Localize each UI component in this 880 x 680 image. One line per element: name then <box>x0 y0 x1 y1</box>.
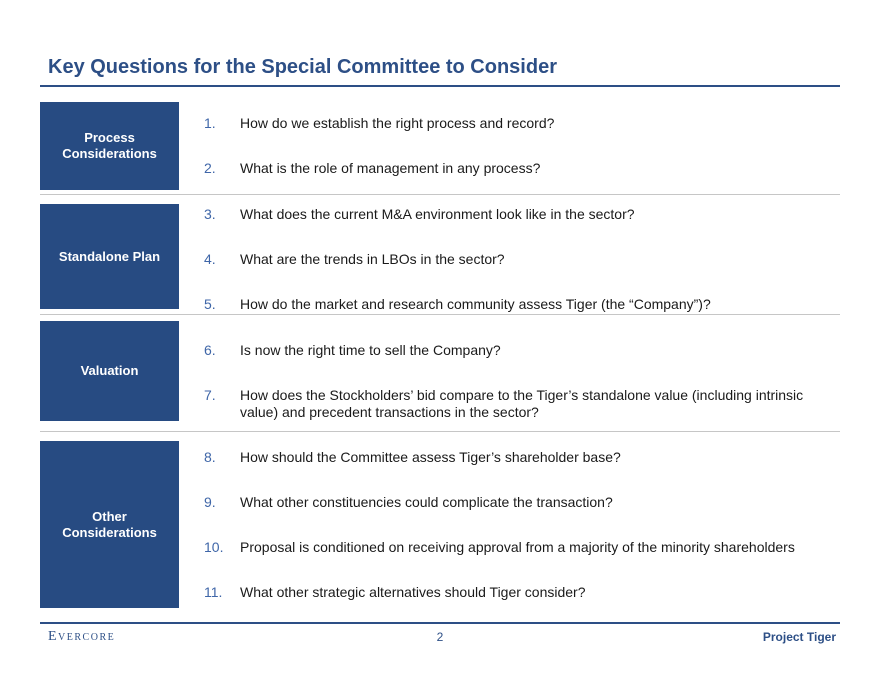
question-text: What other strategic alternatives should Tiger consider? <box>240 584 586 600</box>
question-item <box>204 387 834 421</box>
question-number: 1. <box>204 115 216 131</box>
question-text: How do the market and research community assess Tiger (the “Company”)? <box>240 296 711 312</box>
section-standalone-plan: Standalone Plan <box>40 204 179 309</box>
question-item <box>204 160 834 177</box>
question-item <box>204 584 834 601</box>
question-item <box>204 251 834 268</box>
question-number: 10. <box>204 539 224 555</box>
question-number: 2. <box>204 160 216 176</box>
section-divider <box>40 194 840 195</box>
section-divider <box>40 314 840 315</box>
question-number: 9. <box>204 494 216 510</box>
question-number: 6. <box>204 342 216 358</box>
question-text: Is now the right time to sell the Company? <box>240 342 501 358</box>
question-item <box>204 342 834 359</box>
question-number: 4. <box>204 251 216 267</box>
question-text: What are the trends in LBOs in the sector? <box>240 251 505 267</box>
question-text: How should the Committee assess Tiger’s shareholder base? <box>240 449 621 465</box>
page-number: 2 <box>436 630 444 644</box>
question-item <box>204 115 834 132</box>
footer-rule <box>40 622 840 624</box>
project-name: Project Tiger <box>762 630 836 644</box>
question-number: 5. <box>204 296 216 312</box>
question-item <box>204 494 834 511</box>
question-text: How do we establish the right process and record? <box>240 115 555 131</box>
section-other-considerations: Other Considerations <box>40 441 179 608</box>
question-text: Proposal is conditioned on receiving approval from a majority of the minority shareholders <box>240 539 795 555</box>
question-number: 11. <box>204 584 223 600</box>
question-item <box>204 296 834 313</box>
question-number: 7. <box>204 387 216 403</box>
title-underline <box>40 85 840 87</box>
evercore-logo: Evercore <box>48 629 116 644</box>
question-text: What is the role of management in any process? <box>240 160 541 176</box>
question-text: What other constituencies could complicate the transaction? <box>240 494 613 510</box>
question-item <box>204 206 834 223</box>
section-process-considerations: Process Considerations <box>40 102 179 190</box>
page-title: Key Questions for the Special Committee to Consider <box>48 56 557 78</box>
question-number: 3. <box>204 206 216 222</box>
question-number: 8. <box>204 449 216 465</box>
section-valuation: Valuation <box>40 321 179 421</box>
section-divider <box>40 431 840 432</box>
question-text: How does the Stockholders’ bid compare to the Tiger’s standalone value (including intrinsic value) and precedent transactions in the sector? <box>240 387 804 420</box>
question-text: What does the current M&A environment look like in the sector? <box>240 206 635 222</box>
question-item <box>204 449 834 466</box>
question-item <box>204 539 834 556</box>
